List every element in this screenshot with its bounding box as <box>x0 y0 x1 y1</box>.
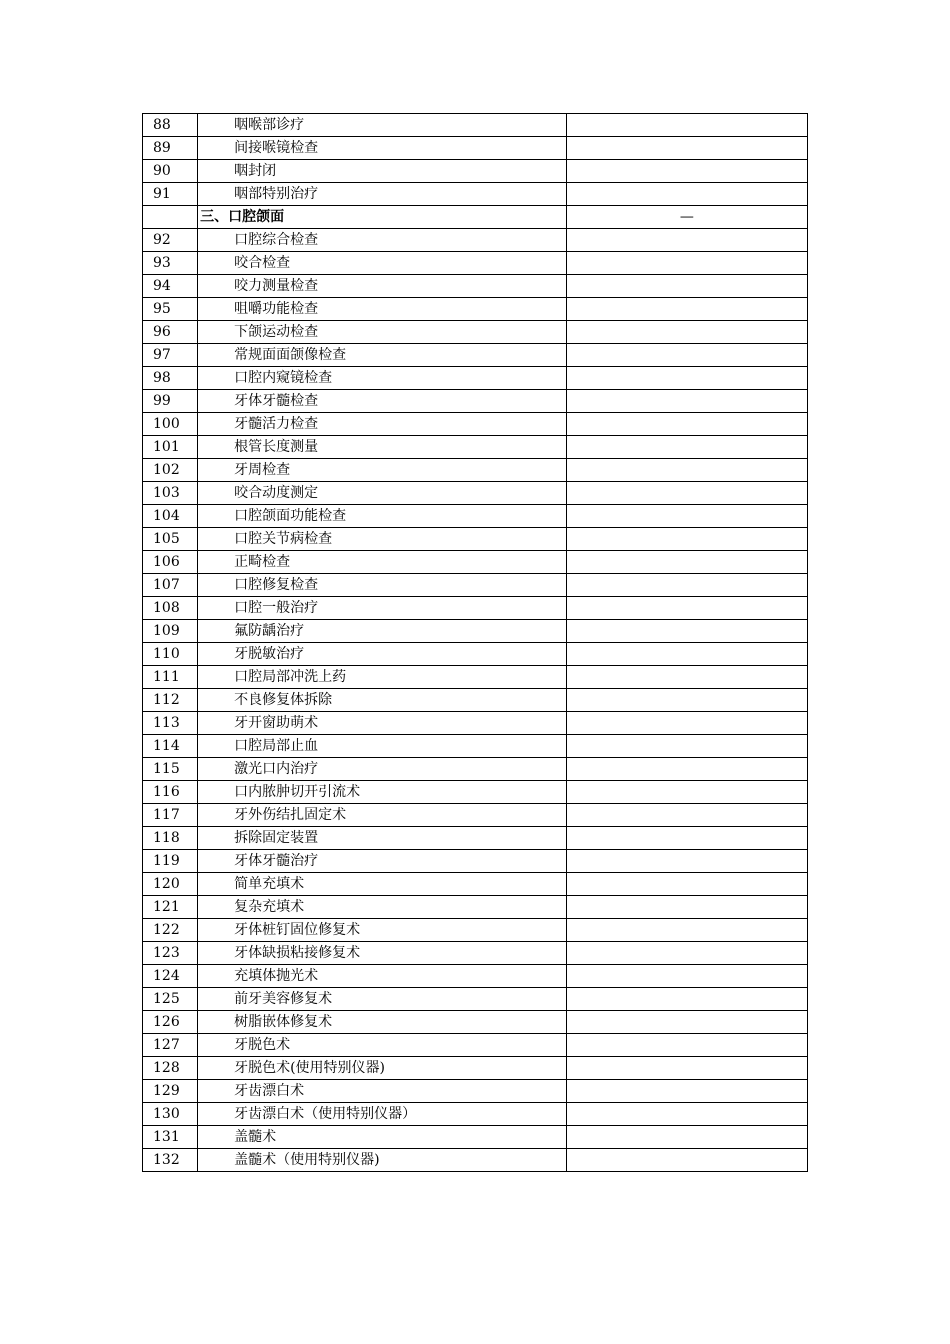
item-number: 130 <box>143 1103 198 1126</box>
table-row <box>143 1011 808 1034</box>
item-number: 105 <box>143 528 198 551</box>
item-name: 简单充填术 <box>198 873 567 896</box>
item-remark <box>566 574 807 597</box>
item-remark <box>566 1057 807 1080</box>
item-remark <box>566 620 807 643</box>
item-remark <box>566 137 807 160</box>
item-name: 牙体缺损粘接修复术 <box>198 942 567 965</box>
item-name: 树脂嵌体修复术 <box>198 1011 567 1034</box>
table-row <box>143 229 808 252</box>
table-row <box>143 275 808 298</box>
item-remark <box>566 1080 807 1103</box>
item-remark <box>566 321 807 344</box>
table-row <box>143 804 808 827</box>
item-remark <box>566 1011 807 1034</box>
table-row <box>143 436 808 459</box>
item-number: 98 <box>143 367 198 390</box>
item-remark <box>566 183 807 206</box>
item-name: 牙髓活力检查 <box>198 413 567 436</box>
table-row <box>143 252 808 275</box>
item-remark <box>566 942 807 965</box>
table-row <box>143 1057 808 1080</box>
table-row <box>143 689 808 712</box>
item-name: 咬合动度测定 <box>198 482 567 505</box>
item-name: 间接喉镜检查 <box>198 137 567 160</box>
item-remark <box>566 528 807 551</box>
item-number: 91 <box>143 183 198 206</box>
item-number: 102 <box>143 459 198 482</box>
table-row <box>143 919 808 942</box>
item-remark <box>566 298 807 321</box>
item-number: 109 <box>143 620 198 643</box>
table-row <box>143 666 808 689</box>
item-remark <box>566 1126 807 1149</box>
item-name: 牙齿漂白术（使用特别仪器） <box>198 1103 567 1126</box>
item-number: 90 <box>143 160 198 183</box>
table-row <box>143 1080 808 1103</box>
item-name: 口内脓肿切开引流术 <box>198 781 567 804</box>
table-row <box>143 482 808 505</box>
table-row <box>143 965 808 988</box>
item-number: 129 <box>143 1080 198 1103</box>
table-row <box>143 321 808 344</box>
item-name: 充填体抛光术 <box>198 965 567 988</box>
table-row <box>143 620 808 643</box>
item-name: 咬合检查 <box>198 252 567 275</box>
item-number: 104 <box>143 505 198 528</box>
table-row <box>143 896 808 919</box>
table-row <box>143 459 808 482</box>
item-remark <box>566 804 807 827</box>
item-name: 拆除固定装置 <box>198 827 567 850</box>
section-header-row <box>143 206 808 229</box>
table-row <box>143 643 808 666</box>
item-remark <box>566 459 807 482</box>
fee-items-table <box>142 113 808 1172</box>
item-name: 咽喉部诊疗 <box>198 114 567 137</box>
item-name: 前牙美容修复术 <box>198 988 567 1011</box>
item-name: 口腔内窥镜检查 <box>198 367 567 390</box>
section-title: 三、口腔颌面 <box>198 206 567 229</box>
item-remark <box>566 413 807 436</box>
table-row <box>143 1126 808 1149</box>
table-row <box>143 551 808 574</box>
item-number: 111 <box>143 666 198 689</box>
item-remark <box>566 1149 807 1172</box>
table-row <box>143 1149 808 1172</box>
item-number: 97 <box>143 344 198 367</box>
item-name: 激光口内治疗 <box>198 758 567 781</box>
item-remark <box>566 827 807 850</box>
item-name: 氟防龋治疗 <box>198 620 567 643</box>
item-number: 100 <box>143 413 198 436</box>
item-remark <box>566 1034 807 1057</box>
table-row <box>143 367 808 390</box>
item-remark <box>566 436 807 459</box>
item-remark <box>566 643 807 666</box>
item-name: 下颌运动检查 <box>198 321 567 344</box>
table-row <box>143 298 808 321</box>
item-name: 牙体桩钉固位修复术 <box>198 919 567 942</box>
item-number: 93 <box>143 252 198 275</box>
item-name: 牙外伤结扎固定术 <box>198 804 567 827</box>
item-number: 125 <box>143 988 198 1011</box>
item-number: 114 <box>143 735 198 758</box>
item-name: 牙脱色术(使用特别仪器) <box>198 1057 567 1080</box>
table-row <box>143 1034 808 1057</box>
item-remark <box>566 735 807 758</box>
item-name: 复杂充填术 <box>198 896 567 919</box>
item-remark <box>566 988 807 1011</box>
table-row <box>143 505 808 528</box>
item-remark: — <box>566 206 807 229</box>
item-number: 117 <box>143 804 198 827</box>
item-name: 牙体牙髓治疗 <box>198 850 567 873</box>
item-remark <box>566 712 807 735</box>
item-remark <box>566 758 807 781</box>
table-row <box>143 735 808 758</box>
table-row <box>143 528 808 551</box>
item-number: 124 <box>143 965 198 988</box>
item-name: 口腔综合检查 <box>198 229 567 252</box>
item-number: 95 <box>143 298 198 321</box>
item-remark <box>566 551 807 574</box>
item-remark <box>566 666 807 689</box>
table-row <box>143 160 808 183</box>
item-name: 咽部特别治疗 <box>198 183 567 206</box>
table-row <box>143 781 808 804</box>
item-number: 106 <box>143 551 198 574</box>
item-remark <box>566 597 807 620</box>
item-name: 根管长度测量 <box>198 436 567 459</box>
item-number: 127 <box>143 1034 198 1057</box>
table-row <box>143 344 808 367</box>
item-remark <box>566 689 807 712</box>
table-row <box>143 114 808 137</box>
item-number: 89 <box>143 137 198 160</box>
item-number: 119 <box>143 850 198 873</box>
item-name: 牙体牙髓检查 <box>198 390 567 413</box>
table-row <box>143 942 808 965</box>
item-number: 126 <box>143 1011 198 1034</box>
item-number <box>143 206 198 229</box>
item-name: 不良修复体拆除 <box>198 689 567 712</box>
item-number: 128 <box>143 1057 198 1080</box>
item-remark <box>566 919 807 942</box>
item-number: 94 <box>143 275 198 298</box>
item-remark <box>566 965 807 988</box>
item-number: 122 <box>143 919 198 942</box>
item-remark <box>566 1103 807 1126</box>
item-name: 牙开窗助萌术 <box>198 712 567 735</box>
item-number: 112 <box>143 689 198 712</box>
item-number: 116 <box>143 781 198 804</box>
item-name: 口腔一般治疗 <box>198 597 567 620</box>
table-row <box>143 712 808 735</box>
item-name: 口腔关节病检查 <box>198 528 567 551</box>
item-remark <box>566 781 807 804</box>
item-number: 132 <box>143 1149 198 1172</box>
item-remark <box>566 344 807 367</box>
item-number: 113 <box>143 712 198 735</box>
item-number: 88 <box>143 114 198 137</box>
item-number: 131 <box>143 1126 198 1149</box>
item-remark <box>566 390 807 413</box>
item-number: 121 <box>143 896 198 919</box>
item-name: 正畸检查 <box>198 551 567 574</box>
item-name: 口腔局部冲洗上药 <box>198 666 567 689</box>
item-remark <box>566 482 807 505</box>
item-remark <box>566 505 807 528</box>
item-number: 107 <box>143 574 198 597</box>
item-name: 咬力测量检查 <box>198 275 567 298</box>
item-number: 118 <box>143 827 198 850</box>
item-number: 103 <box>143 482 198 505</box>
item-name: 咽封闭 <box>198 160 567 183</box>
item-number: 99 <box>143 390 198 413</box>
table-row <box>143 758 808 781</box>
item-name: 牙脱色术 <box>198 1034 567 1057</box>
item-remark <box>566 873 807 896</box>
item-name: 口腔颌面功能检查 <box>198 505 567 528</box>
table-row <box>143 390 808 413</box>
item-number: 110 <box>143 643 198 666</box>
item-number: 115 <box>143 758 198 781</box>
item-remark <box>566 160 807 183</box>
item-remark <box>566 367 807 390</box>
item-number: 123 <box>143 942 198 965</box>
table-body <box>143 114 808 1172</box>
item-remark <box>566 850 807 873</box>
item-name: 盖髓术（使用特别仪器) <box>198 1149 567 1172</box>
item-name: 牙周检查 <box>198 459 567 482</box>
item-number: 92 <box>143 229 198 252</box>
item-remark <box>566 275 807 298</box>
item-name: 常规面面颌像检查 <box>198 344 567 367</box>
item-remark <box>566 896 807 919</box>
table-row <box>143 988 808 1011</box>
item-number: 96 <box>143 321 198 344</box>
item-remark <box>566 114 807 137</box>
table-row <box>143 574 808 597</box>
item-remark <box>566 252 807 275</box>
item-name: 口腔修复检查 <box>198 574 567 597</box>
table-row <box>143 597 808 620</box>
item-number: 101 <box>143 436 198 459</box>
item-name: 牙齿漂白术 <box>198 1080 567 1103</box>
item-remark <box>566 229 807 252</box>
table-row <box>143 137 808 160</box>
item-name: 口腔局部止血 <box>198 735 567 758</box>
table-row <box>143 873 808 896</box>
item-name: 盖髓术 <box>198 1126 567 1149</box>
item-number: 108 <box>143 597 198 620</box>
item-number: 120 <box>143 873 198 896</box>
table-row <box>143 183 808 206</box>
table-row <box>143 827 808 850</box>
table-row <box>143 413 808 436</box>
table-row <box>143 1103 808 1126</box>
table-row <box>143 850 808 873</box>
item-name: 咀嚼功能检查 <box>198 298 567 321</box>
item-name: 牙脱敏治疗 <box>198 643 567 666</box>
